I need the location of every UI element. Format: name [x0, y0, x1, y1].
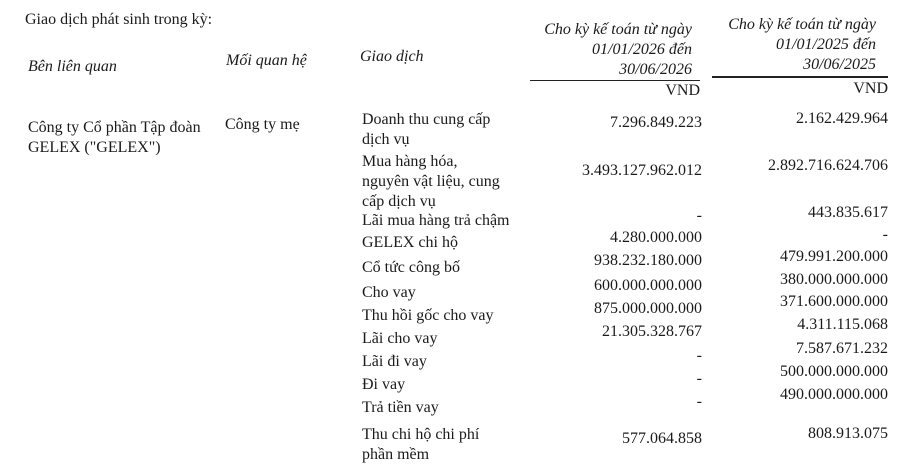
transaction-label-line: GELEX chi hộ [362, 234, 458, 251]
header-relationship: Mối quan hệ [226, 52, 307, 69]
section-title: Giao dịch phát sinh trong kỳ: [25, 11, 213, 28]
party-name-line2: GELEX ("GELEX") [28, 139, 161, 156]
transaction-label [362, 110, 490, 150]
header-rule-current [530, 80, 700, 81]
header-transaction: Giao dịch [360, 48, 424, 65]
party-relationship: Công ty mẹ [225, 116, 300, 133]
transaction-label [362, 233, 458, 253]
amount-current: - [696, 393, 702, 410]
header-period-prior [728, 15, 876, 75]
transaction-label-line: Trả tiền vay [362, 399, 439, 416]
amount-current: 21.305.328.767 [602, 323, 702, 340]
currency-current: VND [665, 82, 700, 99]
transaction-label [362, 352, 427, 372]
transaction-label-line: Cổ tức công bố [362, 259, 460, 276]
party-name-line1: Công ty Cổ phần Tập đoàn [28, 119, 201, 136]
header-period-prior-line1: Cho kỳ kế toán từ ngày [728, 16, 876, 33]
amount-current: - [696, 207, 702, 224]
transaction-label [362, 329, 438, 349]
amount-prior: - [882, 226, 888, 243]
amount-prior: 7.587.671.232 [796, 340, 888, 357]
header-period-current-line3: 30/06/2026 [619, 61, 692, 78]
transaction-label [362, 306, 494, 326]
transaction-label [362, 425, 479, 465]
transaction-label-line: Lãi đi vay [362, 353, 427, 370]
header-party: Bên liên quan [28, 58, 117, 75]
transaction-label [362, 211, 510, 231]
amount-current: 600.000.000.000 [594, 277, 702, 294]
transaction-label-line: phần mềm [362, 446, 430, 463]
transaction-label-line: Cho vay [362, 284, 416, 301]
transaction-label [362, 398, 439, 418]
transaction-label [362, 375, 405, 395]
transaction-label [362, 258, 460, 278]
transaction-label-line: cấp dịch vụ [362, 193, 436, 210]
amount-current: 3.493.127.962.012 [582, 162, 702, 179]
header-period-prior-line3: 30/06/2025 [803, 56, 876, 73]
amount-prior: 490.000.000.000 [780, 386, 888, 403]
amount-current: - [696, 347, 702, 364]
transaction-label-line: Lãi mua hàng trả chậm [362, 212, 510, 229]
amount-prior: 443.835.617 [808, 204, 888, 221]
transaction-label-line: Doanh thu cung cấp [362, 111, 491, 128]
header-rule-prior [712, 76, 888, 78]
transaction-label [362, 152, 500, 212]
transaction-label-line: Mua hàng hóa, [362, 153, 458, 170]
transaction-label-line: Đi vay [362, 376, 406, 393]
amount-current: 875.000.000.000 [594, 300, 702, 317]
amount-prior: 4.311.115.068 [797, 316, 888, 333]
transaction-label [362, 283, 416, 303]
currency-prior: VND [853, 80, 888, 97]
amount-prior: 2.892.716.624.706 [768, 157, 888, 174]
amount-prior: 380.000.000.000 [780, 271, 888, 288]
header-period-prior-line2: 01/01/2025 đến [776, 36, 876, 53]
amount-current: 577.064.858 [622, 430, 702, 447]
header-period-current [544, 20, 692, 80]
amount-prior: 808.913.075 [808, 425, 888, 442]
amount-current: - [696, 370, 702, 387]
transaction-label-line: Thu chi hộ chi phí [362, 426, 480, 443]
amount-prior: 371.600.000.000 [780, 293, 888, 310]
transaction-label-line: dịch vụ [362, 131, 410, 148]
amount-current: 4.280.000.000 [610, 229, 702, 246]
header-period-current-line2: 01/01/2026 đến [592, 41, 692, 58]
transaction-label-line: Lãi cho vay [362, 330, 438, 347]
amount-prior: 479.991.200.000 [780, 248, 888, 265]
amount-current: 7.296.849.223 [610, 114, 702, 131]
transaction-label-line: Thu hồi gốc cho vay [362, 307, 494, 324]
amount-prior: 2.162.429.964 [796, 110, 888, 127]
amount-prior: 500.000.000.000 [780, 363, 888, 380]
party-name [28, 118, 201, 158]
amount-current: 938.232.180.000 [594, 252, 702, 269]
transaction-label-line: nguyên vật liệu, cung [362, 173, 500, 190]
header-period-current-line1: Cho kỳ kế toán từ ngày [544, 21, 692, 38]
